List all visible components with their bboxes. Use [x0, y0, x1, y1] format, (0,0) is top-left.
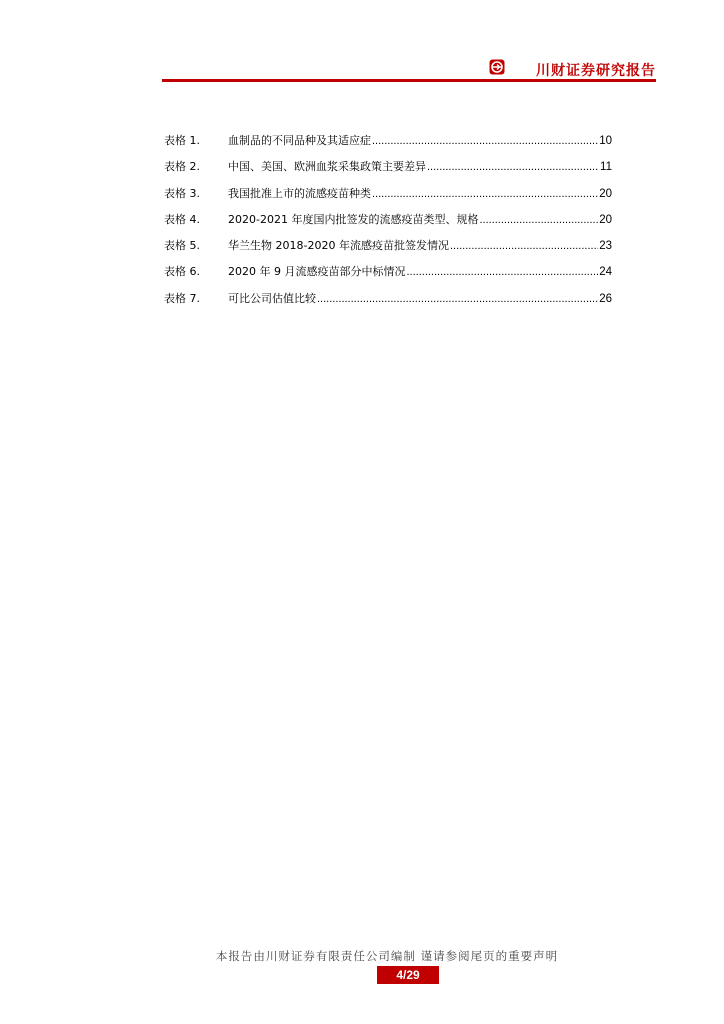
- sichuan-securities-logo-icon: [489, 59, 505, 75]
- toc-entry-title: 2020 年 9 月流感疫苗部分中标情况: [228, 265, 406, 279]
- toc-entry-page: 11: [600, 161, 612, 174]
- toc-entry[interactable]: [164, 213, 612, 239]
- toc-entry-title: 2020-2021 年度国内批签发的流感疫苗类型、规格: [228, 212, 479, 226]
- toc-entry[interactable]: [164, 134, 612, 160]
- toc-leader-dots: [372, 134, 598, 148]
- header-brand-title: 川财证券研究报告: [536, 63, 656, 79]
- toc-leader-dots: [450, 239, 598, 253]
- toc-entry[interactable]: [164, 160, 612, 186]
- toc-entry-number: 表格 4.: [164, 212, 200, 226]
- toc-leader-dots: [406, 265, 598, 279]
- toc-entry-page: 23: [599, 240, 612, 253]
- footer-disclaimer: 本报告由川财证券有限责任公司编制 谨请参阅尾页的重要声明: [215, 949, 559, 963]
- toc-entry-number: 表格 6.: [164, 265, 200, 279]
- toc-entry-page: 20: [599, 213, 612, 226]
- toc-leader-dots: [317, 292, 598, 306]
- toc-entry[interactable]: [164, 187, 612, 213]
- toc-entry[interactable]: [164, 292, 612, 318]
- toc-entry-title: 我国批准上市的流感疫苗种类: [228, 186, 371, 200]
- toc-entry-page: 10: [599, 135, 612, 147]
- toc-entry-title: 华兰生物 2018-2020 年流感疫苗批签发情况: [228, 239, 449, 253]
- toc-entry-number: 表格 1.: [164, 134, 200, 147]
- toc-leader-dots: [427, 160, 599, 174]
- toc-entry-title: 血制品的不同品种及其适应症: [228, 134, 371, 147]
- toc-entry-number: 表格 7.: [164, 291, 200, 305]
- toc-entry-number: 表格 2.: [164, 160, 200, 174]
- toc-entry-page: 26: [599, 292, 612, 305]
- header-divider: [162, 79, 656, 82]
- toc-entry-title: 可比公司估值比较: [228, 291, 316, 305]
- toc-entry[interactable]: [164, 265, 612, 291]
- toc-entry-number: 表格 5.: [164, 239, 200, 253]
- page-number-badge: 4/29: [377, 966, 439, 984]
- toc-entry-number: 表格 3.: [164, 186, 200, 200]
- toc-leader-dots: [479, 213, 598, 227]
- toc-entry[interactable]: [164, 239, 612, 265]
- toc-entry-page: 24: [599, 266, 612, 279]
- toc-entry-title: 中国、美国、欧洲血浆采集政策主要差异: [228, 160, 426, 174]
- toc-entry-page: 20: [599, 187, 612, 200]
- table-of-contents: [164, 134, 612, 318]
- toc-leader-dots: [372, 187, 598, 201]
